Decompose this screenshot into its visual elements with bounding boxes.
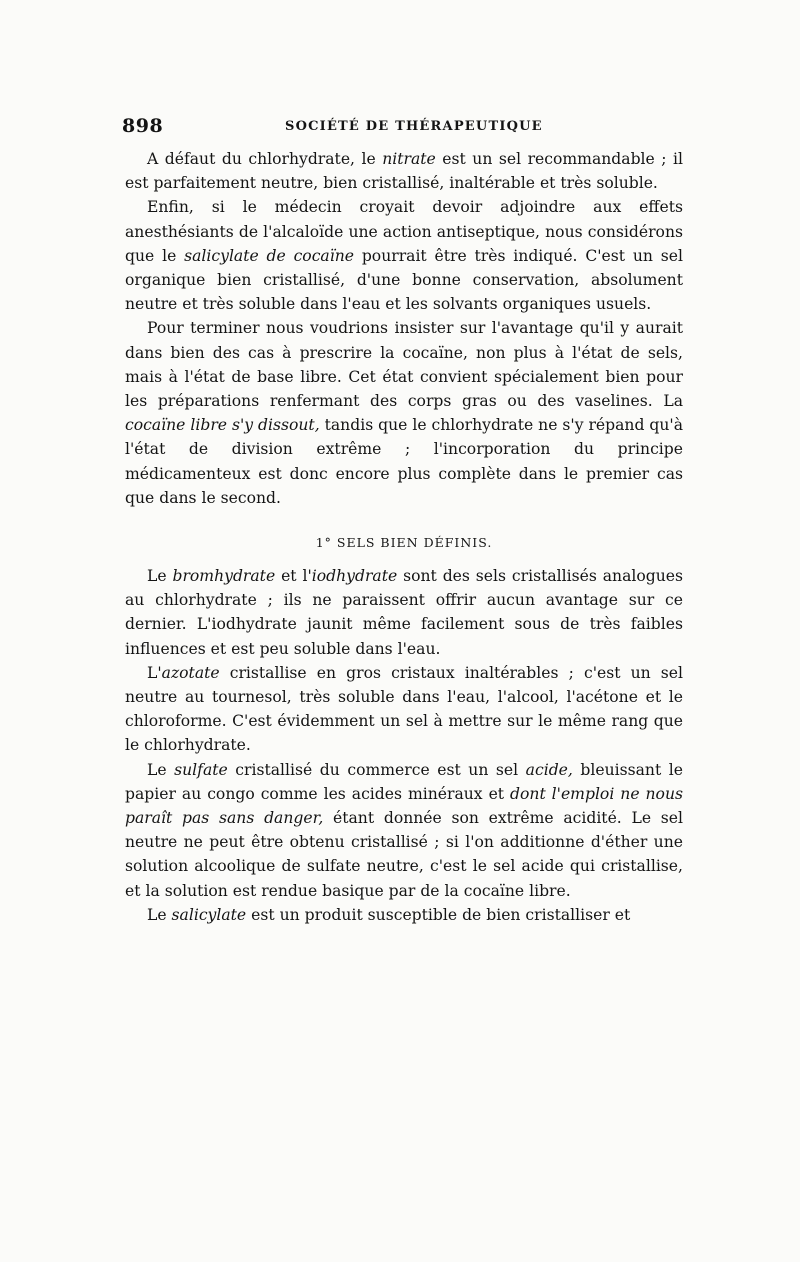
text-run: Pour terminer nous voudrions insister sur l'avantage qu'il y aurait dans bien des cas à prescrire la cocaïne, non plus à l'état de sels, mais à l'état de base libre. Cet état convient spécialement bien pour les préparations renfermant des corps gras ou des vaselines. La	[125, 319, 683, 411]
text-run: est un sel recommandable ; il est parfaitement neutre, bien cristallisé, inaltérable et très soluble.	[125, 150, 683, 193]
italic-text: bromhydrate	[172, 567, 276, 586]
text-run: Enfin, si le médecin croyait devoir adjoindre aux effets anesthésiants de l'alcaloïde une action antiseptique, nous considérons que le	[125, 198, 683, 265]
section-heading: 1° SELS BIEN DÉFINIS.	[315, 535, 493, 551]
paragraph	[125, 661, 683, 758]
paragraph	[125, 758, 683, 903]
paragraph	[125, 903, 683, 927]
italic-text: dont l'emploi ne nous paraît pas sans danger,	[125, 784, 683, 828]
text-run: bleuissant le papier au congo comme les acides minéraux et	[125, 760, 684, 803]
text-run: tandis que le chlorhydrate ne s'y répand qu'à l'état de division extrême ; l'incorporation du principe médicamenteux est donc encore plus complète dans le premier cas que dans le second.	[125, 416, 684, 507]
italic-text: sulfate	[174, 760, 228, 779]
italic-text: salicylate de cocaïne	[184, 246, 354, 265]
text-run: Le	[147, 760, 175, 779]
text-run: pourrait être très indiqué. C'est un sel organique bien cristallisé, d'une bonne conservation, absolument neutre et très soluble dans l'eau et les solvants organiques usuels.	[125, 246, 683, 314]
italic-text: cocaïne libre s'y dissout,	[125, 416, 320, 435]
page-number: 898	[122, 115, 164, 137]
text-run: L'	[147, 663, 162, 682]
text-run: étant donnée son extrême acidité. Le sel neutre ne peut être obtenu cristallisé ; si l'on additionne d'éther une solution alcoolique de sulfate neutre, c'est le sel acide qui cristallise, et la solution est rendue basique par de la cocaïne libre.	[125, 809, 683, 900]
text-run: sont des sels cristallisés analogues au chlorhydrate ; ils ne paraissent offrir aucun avantage sur ce dernier. L'iodhydrate jaunit même facilement sous de très faibles influences et est peu soluble dans l'eau.	[125, 567, 684, 658]
paragraph	[125, 195, 683, 316]
italic-text: iodhydrate	[311, 567, 398, 586]
text-run: cristallise en gros cristaux inaltérables ; c'est un sel neutre au tournesol, très soluble dans l'eau, l'alcool, l'acétone et le chloroforme. C'est évidemment un sel à mettre sur le même rang que le chlorhydrate.	[125, 663, 683, 755]
paragraph	[125, 147, 683, 195]
italic-text: salicylate	[171, 905, 247, 924]
italic-text: acide,	[525, 760, 573, 779]
running-head	[122, 113, 683, 143]
text-run: cristallisé du commerce est un sel	[227, 760, 526, 779]
text-run: est un produit susceptible de bien cristalliser et	[246, 905, 631, 924]
running-head-title: SOCIÉTÉ DE THÉRAPEUTIQUE	[285, 119, 543, 134]
text-run: Le	[147, 905, 172, 924]
paragraph	[125, 316, 683, 510]
text-run: et l'	[275, 567, 312, 586]
paragraph	[125, 564, 683, 661]
text-run: Le	[147, 567, 173, 586]
italic-text: nitrate	[382, 150, 436, 168]
text-block	[122, 113, 684, 927]
italic-text: azotate	[161, 663, 220, 682]
text-run: A défaut du chlorhydrate, le	[147, 150, 383, 168]
